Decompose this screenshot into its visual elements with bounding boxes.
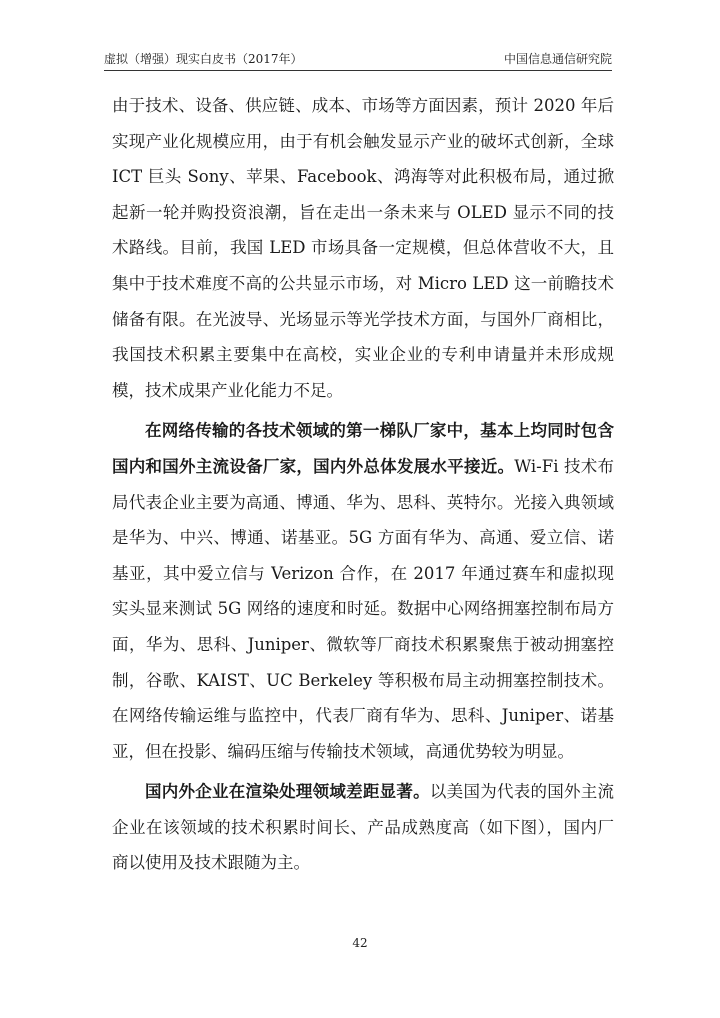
paragraph-3-lead: 国内外企业在渲染处理领域差距显著。 xyxy=(145,782,430,802)
paragraph-continuation xyxy=(112,88,614,408)
paragraph-2-lead: 在网络传输的各技术领域的第一梯队厂家中，基本上均同时包含国内和国外主流设备厂家，国内外总体发展水平接近。 xyxy=(112,421,614,476)
paragraph-2-text: Wi-Fi 技术布局代表企业主要为高通、博通、华为、思科、英特尔。光接入典领域是华为、中兴、博通、诺基亚。5G 方面有华为、高通、爱立信、诺基亚，其中爱立信与 Verizon 合作，在 2017 年通过赛车和虚拟现实头显来测试 5G 网络的速度和时延。数据中心网络拥塞控制布局方面，华为、思科、Juniper、微软等厂商技术积累聚焦于被动拥塞控制，谷歌、KAIST、UC Berkeley 等积极布局主动拥塞控制技术。在网络传输运维与监控中，代表厂商有华为、思科、Juniper、诺基亚，但在投影、编码压缩与传输技术领域，高通优势较为明显。 xyxy=(112,456,615,761)
page-number: 42 xyxy=(352,936,368,950)
paragraph-1-text: 由于技术、设备、供应链、成本、市场等方面因素，预计 2020 年后实现产业化规模应用，由于有机会触发显示产业的破坏式创新，全球 ICT 巨头 Sony、苹果、Facebook、鸿海等对此积极布局，通过掀起新一轮并购投资浪潮，旨在走出一条未来与 OLED 显示不同的技术路线。目前，我国 LED 市场具备一定规模，但总体营收不大，且集中于技术难度不高的公共显示市场，对 Micro LED 这一前瞻技术储备有限。在光波导、光场显示等光学技术方面，与国外厂商相比，我国技术积累主要集中在高校，实业企业的专利申请量并未形成规模，技术成果产业化能力不足。 xyxy=(112,96,614,400)
paragraph-3-text: 以美国为代表的国外主流企业在该领域的技术积累时间长、产品成熟度高（如下图），国内厂商以使用及技术跟随为主。 xyxy=(112,782,615,873)
running-header xyxy=(104,49,612,69)
body-text xyxy=(112,88,614,881)
header-organization: 中国信息通信研究院 xyxy=(503,52,612,66)
header-divider xyxy=(104,70,612,71)
header-document-title: 虚拟（增强）现实白皮书（2017年） xyxy=(104,52,303,66)
paragraph-rendering xyxy=(112,774,614,881)
paragraph-network-transmission xyxy=(112,413,614,769)
